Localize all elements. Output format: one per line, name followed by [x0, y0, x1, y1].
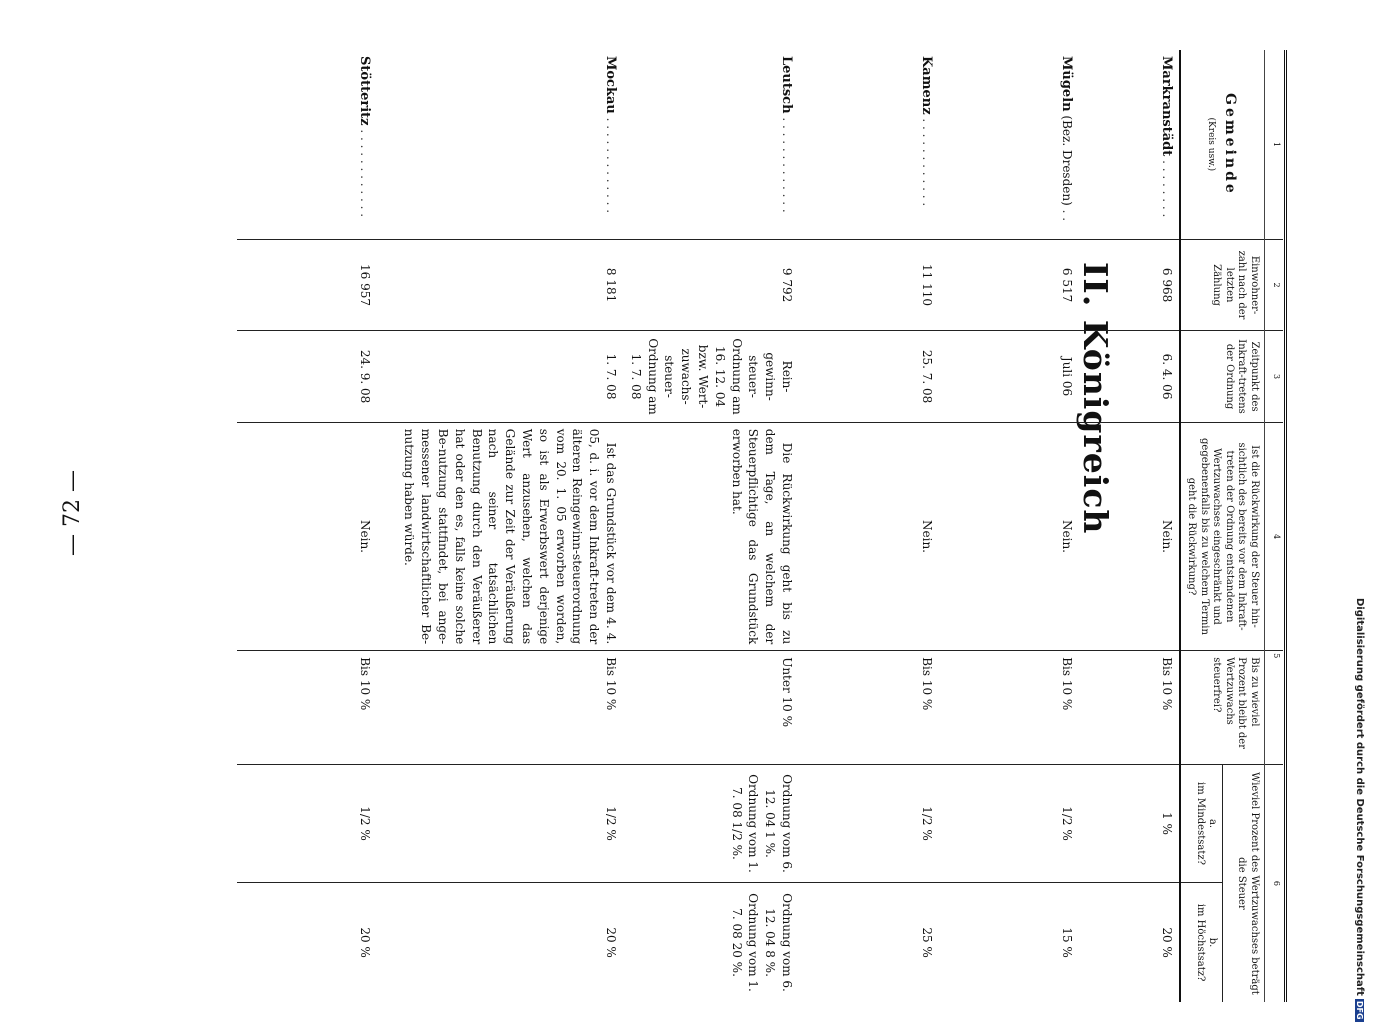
header-min-letter: a. — [1207, 818, 1219, 829]
colnum-4: 4 — [1265, 422, 1284, 650]
header-max-letter: b. — [1207, 937, 1219, 948]
date-cell: Rein-gewinn-steuer-Ordnung am 16. 12. 04 bzw. Wert-zuwachs-steuer-Ordnung am 1. 7. 08 — [623, 331, 799, 422]
header-tax-rate: Wieviel Prozent des Wertzuwachses beträgt die Steuer — [1223, 764, 1265, 1002]
max-rate-cell: Ordnung vom 6. 12. 04 8 %. Ordnung vom 1. 7. 08 20 %. — [729, 893, 794, 992]
tax-free-cell: Bis 10 % — [1079, 651, 1180, 765]
header-min-label: im Mindestsatz? — [1194, 782, 1206, 865]
municipality-cell — [623, 50, 799, 239]
dfg-logo: DFG — [1355, 1000, 1364, 1020]
municipality-cell — [939, 50, 1079, 239]
leader-dots: . . . . . . . . . . . . — [358, 125, 373, 218]
colnum-1: 1 — [1265, 50, 1284, 239]
max-rate-cell: 20 % — [1160, 927, 1174, 958]
population-cell: 16 957 — [237, 239, 377, 331]
population-cell: 6 968 — [1079, 239, 1180, 331]
header-municipality-sub: (Kreis usw.) — [1206, 117, 1217, 172]
retroactivity-cell: Nein. — [939, 422, 1079, 650]
date-cell: Juli 06 — [939, 331, 1079, 422]
leader-dots: . . . . . . . . . . . . . — [780, 113, 794, 213]
min-rate-cell: 1 % — [1079, 764, 1180, 882]
min-rate-cell: Ordnung vom 6. 12. 04 1 %. Ordnung vom 1. 7. 08 1/2 %. — [623, 764, 799, 882]
min-rate-cell: 1/2 % — [377, 764, 623, 882]
municipality-name: Kamenz — [919, 56, 934, 115]
retroactivity-cell: Ist das Grundstück vor dem 4. 4. 05, d. i. vor dem Inkraft-treten der älteren Reingewinn-steuerordnung vom 20. 1. 05 erworben worden, so ist als Erwerbswert derjenige Wert anzusehen, welchen das Gelände zur Zeit der Veräußerung nach seiner tatsächlichen Benutzung durch den Veräußerer hat oder den es, falls keine solche Be-nutzung stattfindet, bei ange-messener landwirtschaftlicher Be-nutzung haben würde. — [377, 422, 623, 650]
table-row — [377, 50, 623, 1002]
date-cell: 6. 4. 06 — [1079, 331, 1180, 422]
population-cell: 9 792 — [623, 239, 799, 331]
tax-free-cell: Bis 10 % — [939, 651, 1079, 765]
municipality-name: Markranstädt — [1159, 56, 1174, 157]
retroactivity-cell: Nein. — [237, 422, 377, 650]
header-min-rate — [1180, 764, 1223, 882]
min-rate-cell: 1/2 % — [237, 764, 377, 882]
date-cell: 25. 7. 08 — [799, 331, 939, 422]
municipality-cell — [237, 50, 377, 239]
population-cell: 11 110 — [799, 239, 939, 331]
header-municipality-title: Gemeinde — [1222, 92, 1238, 196]
max-rate-cell: 15 % — [1060, 927, 1074, 958]
table-row — [237, 50, 377, 1002]
column-number-row — [1265, 50, 1284, 1002]
municipality-cell — [799, 50, 939, 239]
colnum-6: 6 — [1265, 764, 1284, 1002]
leader-dots: . . . . . . . . . . . . — [920, 114, 934, 207]
municipality-name: Mockau — [603, 56, 619, 114]
colnum-3: 3 — [1265, 331, 1284, 422]
funding-text: Digitalisierung gefördert durch die Deutsche Forschungsgemeinschaft — [1354, 598, 1365, 996]
municipality-name: Stötteritz — [357, 56, 373, 126]
header-municipality — [1180, 50, 1265, 239]
header-effective-date: Zeitpunkt des Inkraft-tretens der Ordnung — [1180, 331, 1265, 422]
colnum-5: 5 — [1265, 651, 1284, 765]
municipality-cell — [377, 50, 623, 239]
date-cell: 24. 9. 08 — [237, 331, 377, 422]
municipality-cell — [1079, 50, 1180, 239]
min-rate-cell: 1/2 % — [799, 764, 939, 882]
header-retroactivity: Ist die Rückwirkung der Steuer hin-sichtlich des bereits vor dem Inkraft-treten der Ordnung entstandenen Wertzuwachses eingeschränkt und gegebenenfalls bis zu welchem Termin geht die Rückwirkung? — [1180, 422, 1265, 650]
max-rate-cell: 20 % — [358, 927, 373, 958]
population-cell: 6 517 — [939, 239, 1079, 331]
municipality-name: Leutsch — [779, 56, 794, 114]
leader-dots: . . — [1060, 205, 1074, 222]
retroactivity-cell: Nein. — [799, 422, 939, 650]
header-max-rate — [1180, 883, 1223, 1002]
tax-free-cell: Bis 10 % — [237, 651, 377, 765]
table-row — [623, 50, 799, 1002]
leader-dots: . . . . . . . . . . . . . — [604, 113, 619, 214]
page-number: — 72 — — [60, 470, 85, 556]
tax-free-cell: Unter 10 % — [623, 651, 799, 765]
table-row — [939, 50, 1079, 1002]
header-population: Einwohner-zahl nach der letzten Zählung — [1180, 239, 1265, 331]
tax-free-cell: Bis 10 % — [377, 651, 623, 765]
population-cell: 8 181 — [377, 239, 623, 331]
date-cell: 1. 7. 08 — [377, 331, 623, 422]
municipality-table — [237, 50, 1283, 1002]
colnum-2: 2 — [1265, 239, 1284, 331]
municipality-name: Mügeln — [1059, 56, 1074, 112]
leader-dots: . . . . . . . . — [1160, 156, 1174, 218]
section-title: II. Königreich — [1076, 262, 1115, 535]
municipality-extra: (Bez. Dresden) — [1060, 111, 1074, 206]
max-rate-cell: 20 % — [604, 927, 619, 958]
tax-free-cell: Bis 10 % — [799, 651, 939, 765]
retroactivity-cell: Die Rückwirkung geht bis zu dem Tage, an welchem der Steuerpflichtige das Grundstück erworben hat. — [623, 422, 799, 650]
retroactivity-cell: Nein. — [1079, 422, 1180, 650]
max-rate-cell: 25 % — [920, 927, 934, 958]
min-rate-cell: 1/2 % — [939, 764, 1079, 882]
header-row — [1223, 50, 1265, 1002]
table-row — [799, 50, 939, 1002]
table-row — [1079, 50, 1180, 1002]
header-tax-free: Bis zu wieviel Prozent bleibt der Wertzuwachs steuerfrei? — [1180, 651, 1265, 765]
header-max-label: im Höchstsatz? — [1194, 903, 1206, 982]
top-rule — [1284, 50, 1287, 1002]
